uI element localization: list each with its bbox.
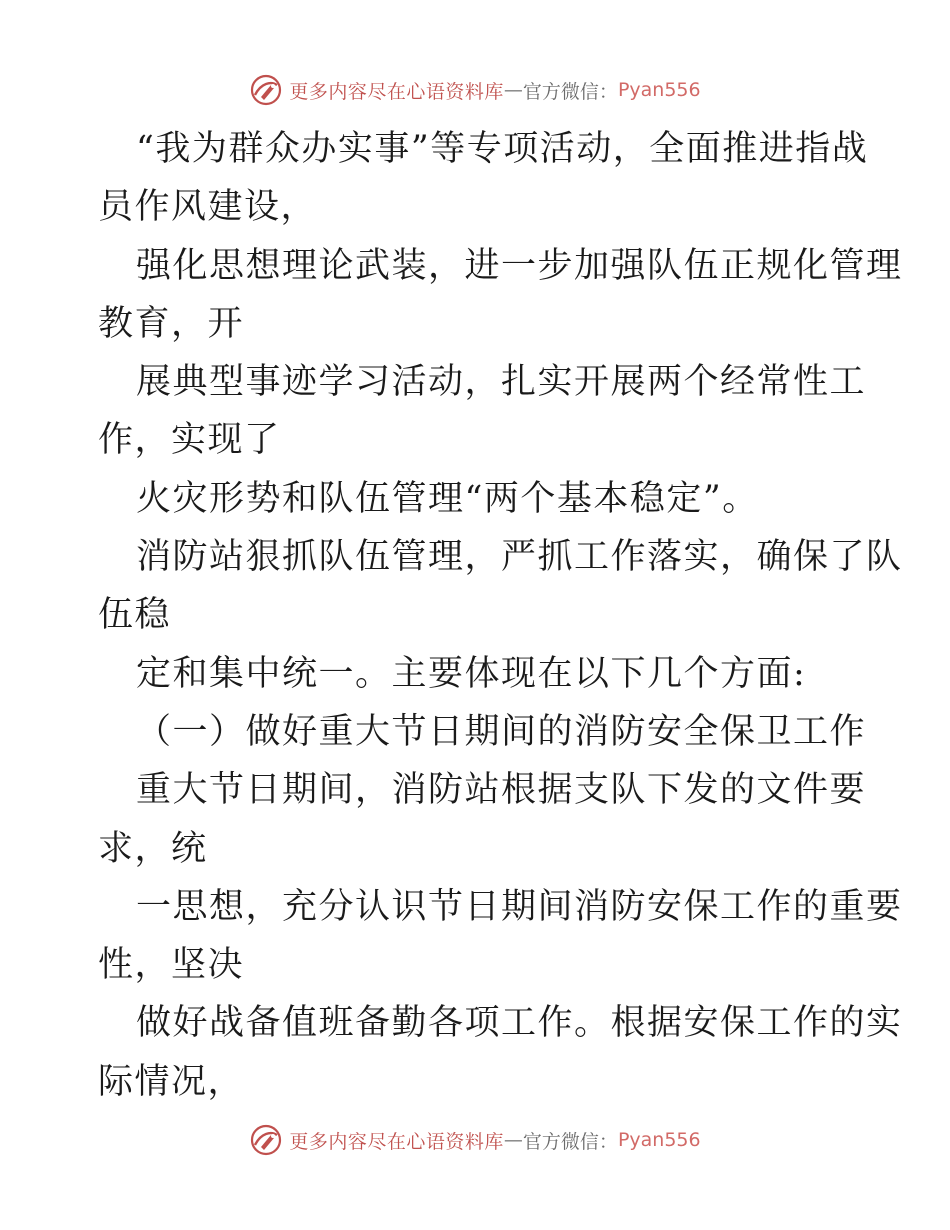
banner-text: 更多内容尽在心语资料库	[289, 80, 504, 103]
text-line: 员作风建设，	[98, 187, 318, 228]
header-banner	[0, 68, 950, 112]
text-line: 伍稳	[98, 595, 172, 636]
text-line: 际情况，	[98, 1061, 245, 1102]
banner-separator: —	[503, 1129, 523, 1151]
text-line: 一思想，充分认识节日期间消防安保工作的重要	[136, 886, 903, 927]
text-line: 教育，开	[98, 303, 245, 344]
document-body	[98, 120, 903, 1111]
text-line: 消防站狠抓队伍管理，严抓工作落实，确保了队	[136, 537, 903, 578]
text-line: 重大节日期间，消防站根据支队下发的文件要	[136, 770, 867, 811]
pen-swirl-logo-icon	[249, 1123, 283, 1157]
text-line: （一）做好重大节日期间的消防安全保卫工作	[136, 711, 867, 752]
banner-text: 更多内容尽在心语资料库	[289, 1130, 504, 1153]
text-line: 展典型事迹学习活动，扎实开展两个经常性工	[136, 362, 867, 403]
text-line: 做好战备值班备勤各项工作。根据安保工作的实	[136, 1003, 903, 1044]
text-line: 定和集中统一。主要体现在以下几个方面:	[136, 653, 807, 694]
banner-separator: —	[503, 79, 523, 101]
text-line: 作，实现了	[98, 420, 281, 461]
banner-wechat-id: Pyan556	[617, 1129, 701, 1151]
banner-official-label: 官方微信：	[522, 80, 618, 103]
text-line: 性，坚决	[98, 945, 245, 986]
text-line: 火灾形势和队伍管理“两个基本稳定”。	[136, 478, 759, 519]
text-line: 求，统	[98, 828, 208, 869]
text-line: 强化思想理论武装，进一步加强队伍正规化管理	[136, 245, 903, 286]
footer-banner	[0, 1118, 950, 1162]
text-line: “我为群众办实事”等专项活动，全面推进指战	[136, 129, 869, 169]
banner-official-label: 官方微信：	[522, 1130, 618, 1153]
pen-swirl-logo-icon	[249, 73, 283, 107]
banner-wechat-id: Pyan556	[617, 79, 701, 101]
